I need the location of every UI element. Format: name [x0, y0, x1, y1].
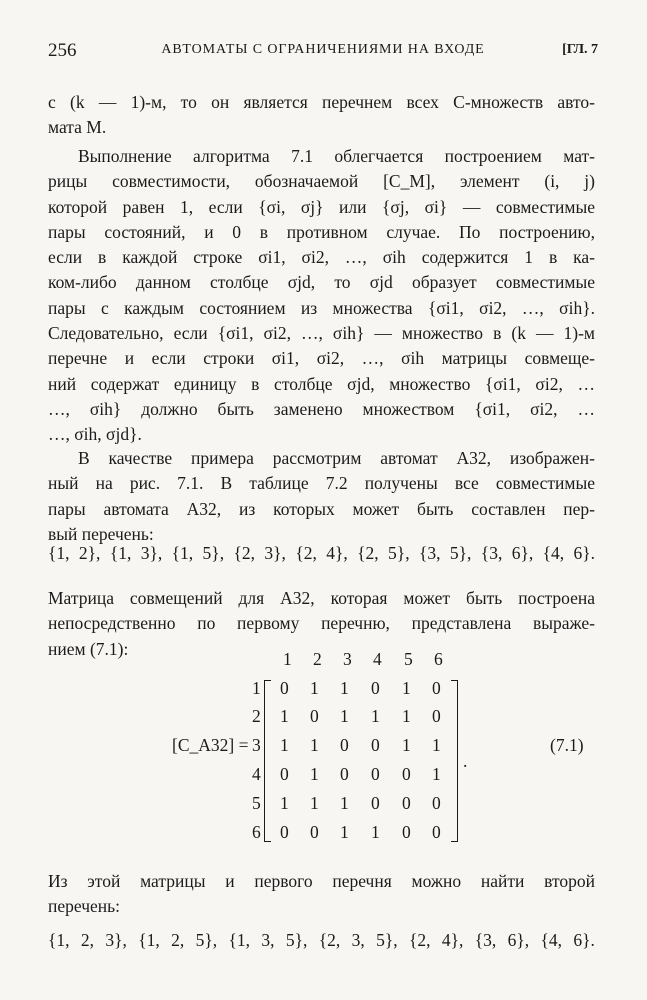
matrix-cell: 0 [280, 764, 289, 784]
text-fragment: с (k — 1)-м, то он является перечнем всех C-множеств авто- [48, 92, 595, 112]
set-item: {1, 3, 5}, [228, 930, 308, 950]
right-bracket [451, 680, 458, 842]
matrix-cell: 1 [402, 735, 411, 755]
page-number: 256 [48, 40, 77, 61]
set-item: {1, 2, 3}, [48, 930, 127, 950]
text-fragment: Следовательно, если {σi1, σi2, …, σih} — множество в (k — 1)-м [48, 323, 595, 344]
matrix-cell: 0 [371, 678, 380, 698]
text-line [48, 894, 595, 919]
text-fragment: Из этой матрицы и первого перечня можно найти второй [48, 871, 595, 891]
matrix-cell: 0 [310, 822, 319, 842]
matrix-cell: 0 [371, 735, 380, 755]
text-fragment: пары с каждым состоянием из множества {σi1, σi2, …, σih}. [48, 297, 595, 318]
equation-number: (7.1) [550, 735, 584, 755]
text-fragment: рицы совместимости, обозначаемой [C_M], элемент (i, j) [48, 171, 595, 192]
matrix-cell: 1 [340, 822, 349, 842]
matrix-cell: 1 [432, 764, 441, 784]
row-label: 2 [252, 706, 261, 726]
matrix-cell: 1 [310, 793, 319, 813]
matrix-cell: 1 [432, 735, 441, 755]
set-item: {2, 4}, [409, 930, 464, 950]
text-fragment: Выполнение алгоритма 7.1 облегчается построением мат- [78, 146, 595, 166]
text-fragment: если в каждой строке σi1, σi2, …, σih содержится 1 в ка- [48, 247, 595, 268]
set-item: {2, 5}, [357, 543, 410, 563]
set-item: {1, 3}, [109, 543, 163, 563]
set-item: {2, 3}, [233, 543, 286, 563]
left-bracket [264, 680, 271, 842]
row-label: 6 [252, 822, 261, 842]
text-line [48, 869, 595, 894]
matrix-cell: 0 [402, 822, 411, 842]
matrix-cell: 0 [402, 764, 411, 784]
set-item: {4, 6}. [542, 543, 596, 563]
matrix-lhs: [C_A32] = [172, 735, 249, 755]
text-fragment: …, σih} должно быть заменено множеством {σi1, σi2, … [48, 398, 595, 419]
text-fragment: пары автомата A32, из которых может быть составлен пер- [48, 498, 595, 519]
text-fragment: перечень: [48, 896, 120, 917]
matrix-cell: 0 [432, 706, 441, 726]
matrix-cell: 0 [432, 822, 441, 842]
matrix-cell: 1 [402, 706, 411, 726]
text-fragment: мата M. [48, 117, 107, 138]
text-fragment: ком-либо данном столбце σjd, то σjd образует совместимые [48, 272, 595, 293]
text-fragment: Матрица совмещений для A32, которая может быть построена [48, 588, 595, 608]
column-label: 3 [343, 649, 352, 669]
text-fragment: ный на рис. 7.1. В таблице 7.2 получены все совместимые [48, 473, 595, 494]
text-fragment: пары состояний, и 0 в противном случае. По построению, [48, 221, 595, 242]
text-fragment: нием (7.1): [48, 638, 129, 659]
text-fragment: ний содержат единицу в столбце σjd, множество {σi1, σi2, … [48, 373, 595, 394]
row-label: 5 [252, 793, 261, 813]
matrix-cell: 1 [340, 678, 349, 698]
column-label: 6 [434, 649, 443, 669]
matrix-cell: 0 [280, 822, 289, 842]
matrix-cell: 0 [310, 706, 319, 726]
set-item: {2, 3, 5}, [318, 930, 398, 950]
set-item: {3, 5}, [418, 543, 472, 563]
matrix-cell: 1 [371, 706, 380, 726]
chapter-marker: [ГЛ. 7 [562, 42, 598, 57]
matrix-cell: 1 [402, 678, 411, 698]
column-label: 2 [313, 649, 322, 669]
matrix-cell: 0 [280, 678, 289, 698]
running-title: АВТОМАТЫ С ОГРАНИЧЕНИЯМИ НА ВХОДЕ [161, 42, 485, 57]
matrix-cell: 0 [432, 793, 441, 813]
matrix-cell: 1 [280, 735, 289, 755]
matrix-cell: 1 [371, 822, 380, 842]
matrix-period: . [463, 751, 468, 771]
text-fragment: …, σih, σjd}. [48, 424, 142, 445]
set-item: {1, 2, 5}, [138, 930, 218, 950]
row-label: 3 [252, 735, 261, 755]
matrix-cell: 0 [402, 793, 411, 813]
set-item: {1, 5}, [171, 543, 225, 563]
second-list [48, 930, 595, 951]
matrix-cell: 0 [340, 764, 349, 784]
matrix-cell: 1 [310, 764, 319, 784]
text-fragment: непосредственно по первому перечню, представлена выраже- [48, 613, 595, 634]
set-item: {4, 6}. [540, 930, 595, 950]
matrix-cell: 0 [371, 793, 380, 813]
matrix-cell: 1 [280, 706, 289, 726]
matrix-cell: 1 [340, 793, 349, 813]
text-fragment: В качестве примера рассмотрим автомат A32, изображен- [78, 448, 595, 468]
matrix-cell: 1 [310, 678, 319, 698]
set-item: {2, 4}, [295, 543, 348, 563]
matrix-cell: 0 [371, 764, 380, 784]
row-label: 1 [252, 678, 261, 698]
text-fragment: вый перечень: [48, 523, 154, 544]
matrix-cell: 1 [280, 793, 289, 813]
column-label: 5 [404, 649, 413, 669]
text-fragment: которой равен 1, если {σi, σj} или {σj, σi} — совместимые [48, 196, 595, 217]
matrix-cell: 0 [340, 735, 349, 755]
paragraph-second-list-intro [48, 869, 595, 920]
matrix-cell: 0 [432, 678, 441, 698]
column-label: 1 [283, 649, 292, 669]
row-label: 4 [252, 764, 261, 784]
set-item: {3, 6}, [480, 543, 534, 563]
column-label: 4 [373, 649, 382, 669]
matrix-cell: 1 [310, 735, 319, 755]
matrix-cell: 1 [340, 706, 349, 726]
set-item: {1, 2}, [48, 543, 101, 563]
set-item: {3, 6}, [474, 930, 530, 950]
text-fragment: перечне и если строки σi1, σi2, …, σih матрицы совмеще- [48, 348, 595, 369]
